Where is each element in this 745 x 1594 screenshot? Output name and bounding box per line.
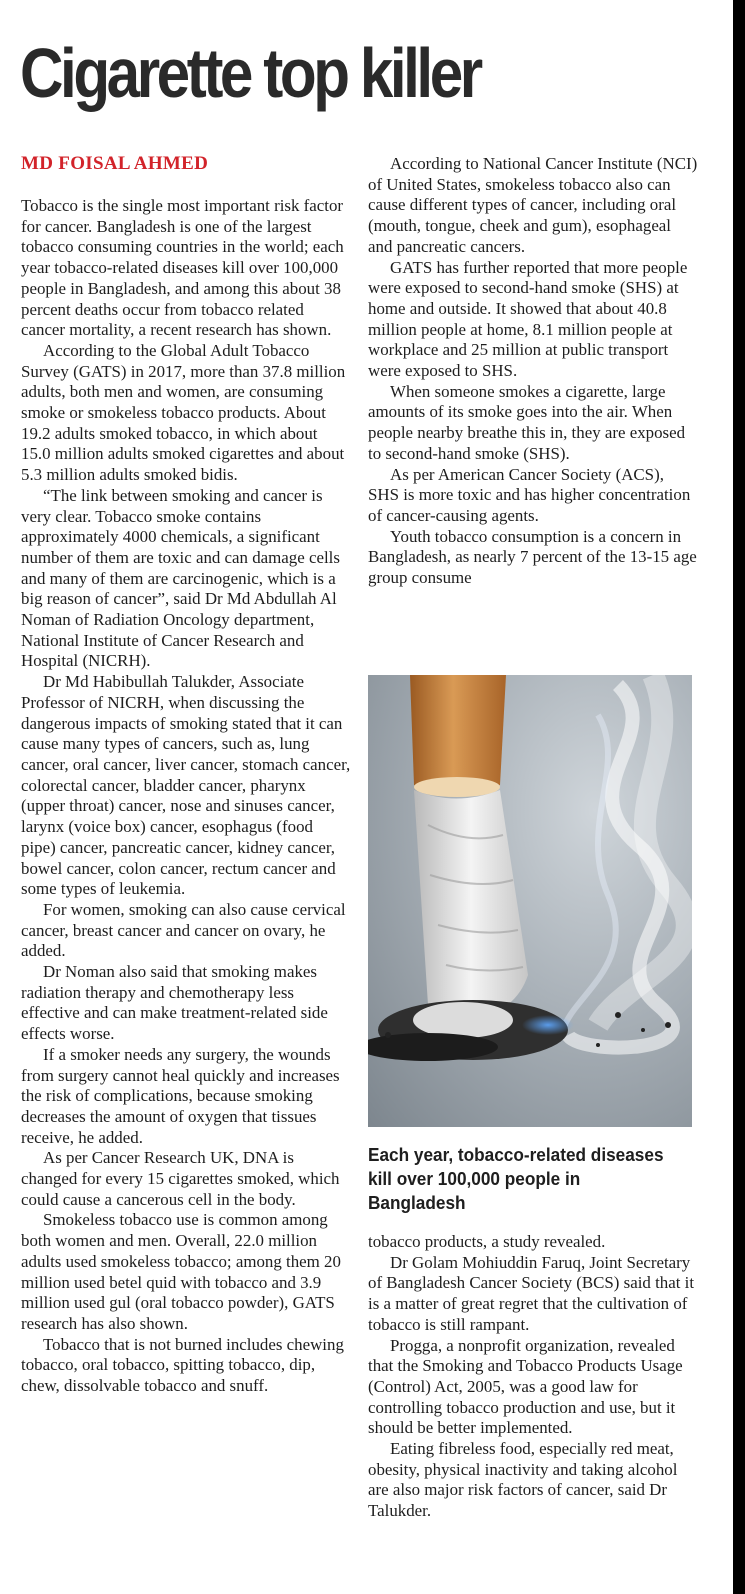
paragraph: If a smoker needs any surgery, the wounds from surgery cannot heal quickly and increases the risk of complications, because smoking decreases the amount of oxygen that tissues receive, he added. [21,1044,340,1147]
paragraph: When someone smokes a cigarette, large amounts of its smoke goes into the air. When people nearby breathe this in, they are exposed to second-hand smoke (SHS). [368,381,686,463]
photo-caption: Each year, tobacco-related diseases kill over 100,000 people in Bangladesh [368,1144,664,1213]
paragraph: tobacco products, a study revealed. [368,1232,606,1251]
paragraph: Tobacco that is not burned includes chewing tobacco, oral tobacco, spitting tobacco, dip, chew, dissolvable tobacco and snuff. [21,1334,344,1396]
cigarette-butt-photo [368,675,692,1127]
paragraph: Tobacco is the single most important risk factor for cancer. Bangladesh is one of the largest tobacco consuming countries in the world; each year tobacco-related diseases kill over 100,000 people in Bangladesh, and among this about 38 percent deaths occur from tobacco related cancer mortality, a recent research has shown. [21,196,344,340]
byline: MD FOISAL AHMED [21,153,209,174]
paragraph: For women, smoking can also cause cervical cancer, breast cancer and cancer on ovary, he added. [21,899,346,961]
paragraph: Eating fibreless food, especially red meat, obesity, physical inactivity and taking alcohol are also major risk factors of cancer, said Dr Talukder. [368,1439,678,1521]
page-edge-strip [733,0,745,1594]
paragraph: Dr Noman also said that smoking makes radiation therapy and chemotherapy less effective and can make treatment-related side effects worse. [21,962,328,1044]
paragraph: As per Cancer Research UK, DNA is changed for every 15 cigarettes smoked, which could cause a cancerous cell in the body. [21,1148,340,1209]
paragraph: Progga, a nonprofit organization, revealed that the Smoking and Tobacco Products Usage (Control) Act, 2005, was a good law for controlling tobacco production and use, but it should be better implemented. [368,1335,683,1438]
paragraph: GATS has further reported that more people were exposed to second-hand smoke (SHS) at home and outside. It showed that about 40.8 million people at home, 8.1 million people at workplace and 25 million at public transport were exposed to SHS. [368,257,688,381]
paragraph: According to National Cancer Institute (NCI) of United States, smokeless tobacco also can cause different types of cancer, including oral (mouth, tongue, cheek and gum), esophageal and pancreatic cancers. [368,154,698,256]
paragraph: According to the Global Adult Tobacco Survey (GATS) in 2017, more than 37.8 million adults, both men and women, are consuming smoke or smokeless tobacco products. About 19.2 adults smoked tobacco, in which about 15.0 million adults smoked cigarettes and about 5.3 million adults smoked bidis. [21,340,346,485]
paragraph: As per American Cancer Society (ACS), SHS is more toxic and has higher concentration of cancer-causing agents. [368,464,691,525]
article-column-2-bottom [368,1232,698,1522]
paragraph: Dr Golam Mohiuddin Faruq, Joint Secretary of Bangladesh Cancer Society (BCS) said that it is a matter of great regret that the cultivation of tobacco is still rampant. [368,1252,695,1334]
article-column-1 [21,196,351,1397]
paragraph: Dr Md Habibullah Talukder, Associate Professor of NICRH, when discussing the dangerous impacts of smoking stated that it can cause many types of cancers, such as, lung cancer, oral cancer, liver cancer, stomach cancer, colorectal cancer, bladder cancer, pharynx (upper throat) cancer, nose and sinuses cancer, larynx (voice box) cancer, esophagus (food pipe) cancer, pancreatic cancer, kidney cancer, bowel cancer, colon cancer, rectum cancer and some types of leukemia. [21,672,351,899]
headline: Cigarette top killer [20,34,480,112]
paragraph: “The link between smoking and cancer is very clear. Tobacco smoke contains approximately 4000 chemicals, a significant number of them are toxic and can damage cells and many of them are carcinogenic, which is a big reason of cancer”, said Dr Md Abdullah Al Noman of Radiation Oncology department, National Institute of Cancer Research and Hospital (NICRH). [21,485,340,671]
paragraph: Youth tobacco consumption is a concern in Bangladesh, as nearly 7 percent of the 13-15 age group consume [368,526,697,588]
article-column-2-top [368,154,698,589]
paragraph: Smokeless tobacco use is common among both women and men. Overall, 22.0 million adults used smokeless tobacco; among them 20 million used betel quid with tobacco and 3.9 million used gul (oral tobacco powder), GATS research has also shown. [21,1210,341,1333]
